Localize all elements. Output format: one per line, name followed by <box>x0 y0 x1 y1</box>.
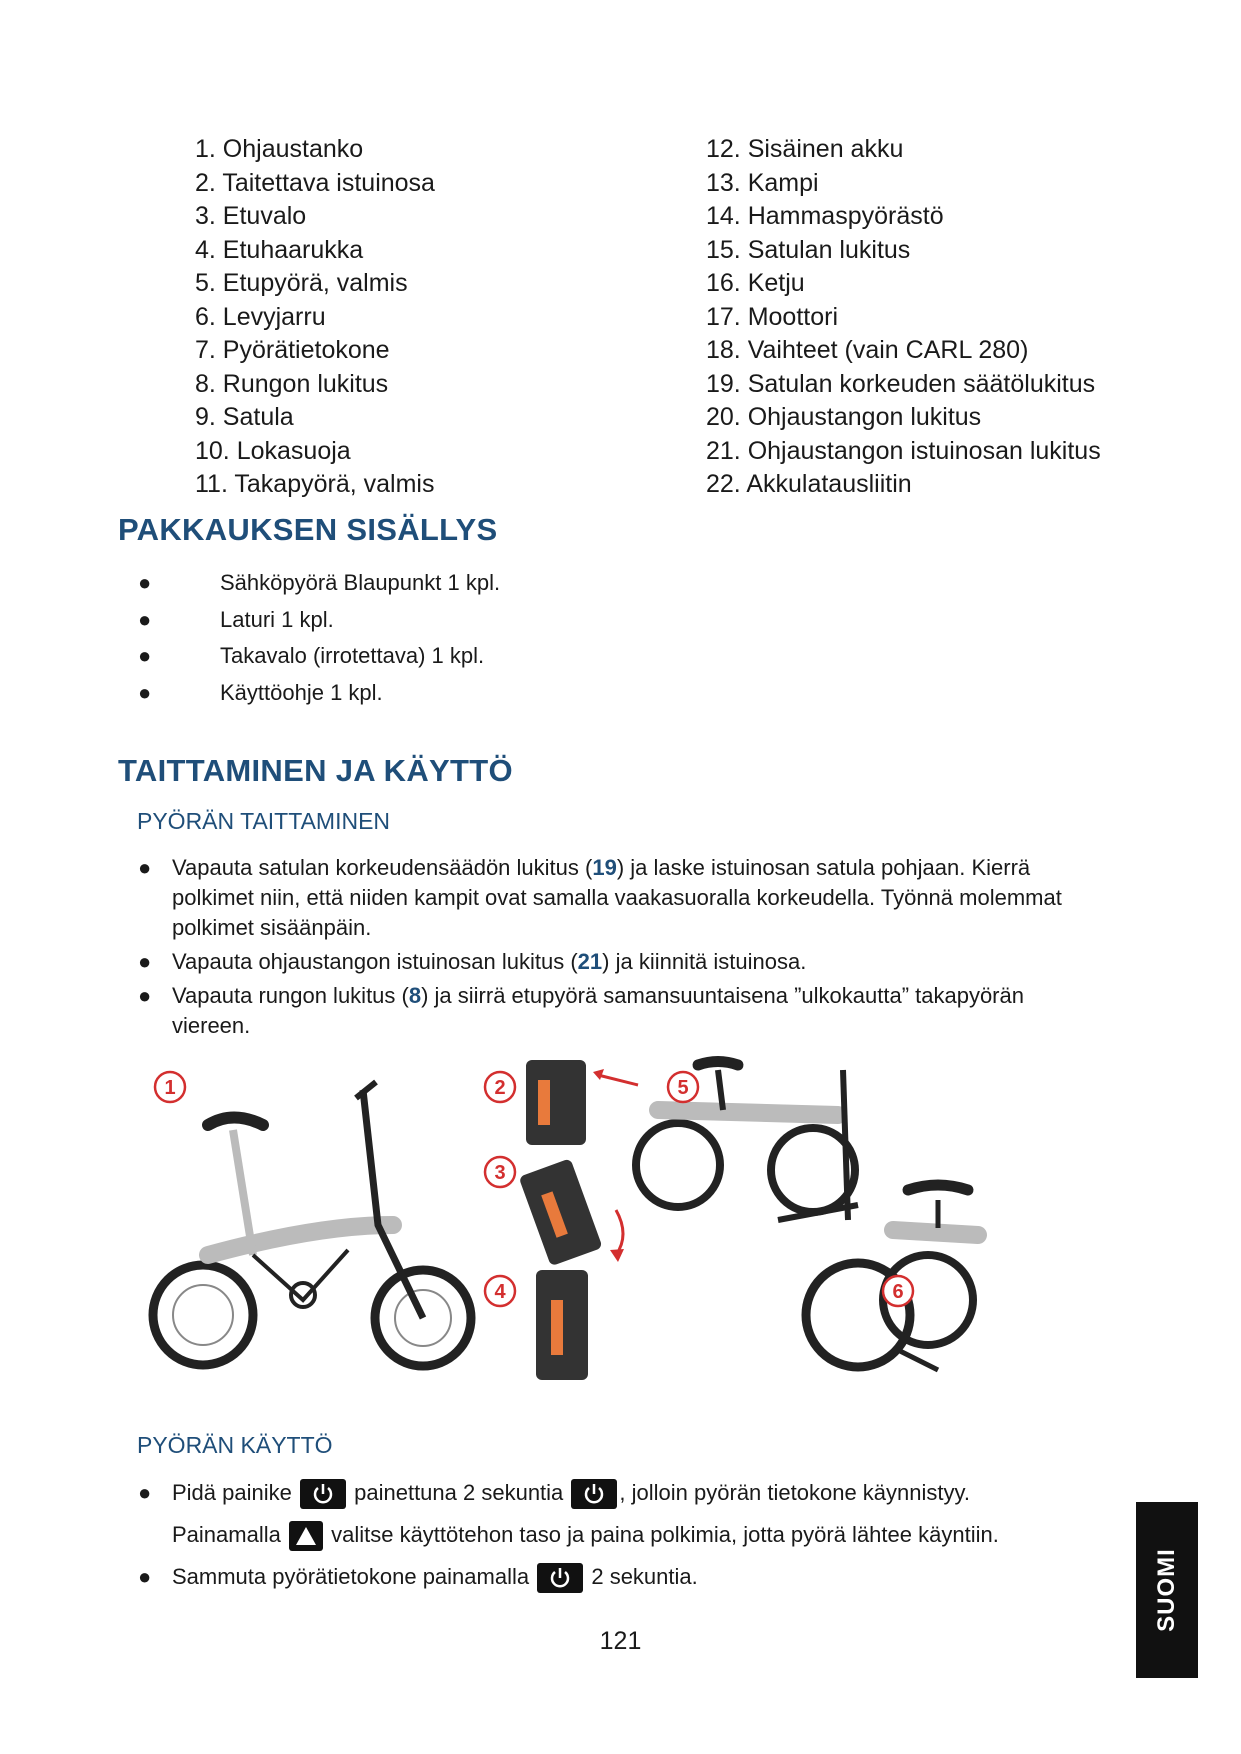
bullet-icon: ● <box>138 1480 152 1505</box>
bullet-icon: ● <box>138 855 152 880</box>
bullet-icon: ● <box>138 983 152 1008</box>
folding-steps-list <box>138 853 1093 1045</box>
part-item: 6. Levyjarru <box>195 302 326 331</box>
part-reference: 8 <box>408 983 422 1008</box>
usage-steps-list <box>138 1472 1093 1598</box>
pedal-step-images <box>519 1060 638 1380</box>
language-tab-label: SUOMI <box>1153 1548 1180 1632</box>
list-item: ● Pidä painike painettuna 2 sekuntia , jolloin pyörän tietokone käynnistyy. Painamalla valitse käyttötehon taso ja paina polkimia, jotta pyörä lähtee käyntiin. <box>138 1472 1093 1556</box>
package-heading: PAKKAUKSEN SISÄLLYS <box>118 512 498 547</box>
part-item: 3. Etuvalo <box>195 202 307 230</box>
part-item: 14. Hammaspyörästö <box>706 202 944 230</box>
part-reference: 21 <box>577 949 603 974</box>
page-number: 121 <box>599 1627 642 1655</box>
power-button-icon <box>571 1479 617 1509</box>
part-item: 21. Ohjaustangon istuinosan lukitus <box>706 436 1101 465</box>
part-item: 19. Satulan korkeuden säätölukitus <box>706 369 1096 398</box>
part-item: 12. Sisäinen akku <box>706 135 904 163</box>
part-item: 7. Pyörätietokone <box>195 336 390 364</box>
bullet-icon: ● <box>138 643 152 668</box>
bullet-icon: ● <box>138 679 152 705</box>
part-item: 8. Rungon lukitus <box>195 369 389 398</box>
up-arrow-button-icon <box>289 1521 323 1551</box>
part-item: 18. Vaihteet (vain CARL 280) <box>706 336 1029 364</box>
folding-steps-figure <box>138 1050 1128 1410</box>
step-number-5: 5 <box>677 1077 689 1099</box>
part-item: 4. Etuhaarukka <box>195 235 364 264</box>
bullet-icon: ● <box>138 570 152 595</box>
folding-subheading: PYÖRÄN TAITTAMINEN <box>137 808 391 834</box>
folding-usage-heading: TAITTAMINEN JA KÄYTTÖ <box>118 753 513 788</box>
part-item: 15. Satulan lukitus <box>706 235 911 264</box>
bullet-icon: ● <box>138 949 152 974</box>
list-item: ● Sammuta pyörätietokone painamalla 2 sekuntia. <box>138 1556 1093 1598</box>
bike-unfolded-image <box>153 1082 471 1366</box>
power-button-icon <box>300 1479 346 1509</box>
part-item: 17. Moottori <box>706 302 839 331</box>
list-item: ● Takavalo (irrotettava) 1 kpl. <box>138 638 500 675</box>
part-item: 10. Lokasuoja <box>195 436 351 465</box>
usage-subheading: PYÖRÄN KÄYTTÖ <box>137 1432 333 1458</box>
parts-list-left <box>195 133 435 502</box>
step-number-1: 1 <box>164 1077 176 1099</box>
part-item: 2. Taitettava istuinosa <box>195 168 435 197</box>
bullet-icon: ● <box>138 1564 152 1589</box>
step-number-2: 2 <box>494 1077 506 1099</box>
part-item: 20. Ohjaustangon lukitus <box>706 403 982 431</box>
folding-illustration <box>138 1050 1128 1410</box>
step-number-4: 4 <box>494 1281 506 1303</box>
list-item: ● Sähköpyörä Blaupunkt 1 kpl. <box>138 565 500 602</box>
package-contents-list <box>138 565 500 711</box>
parts-list-right <box>706 133 1101 502</box>
part-item: 16. Ketju <box>706 269 805 297</box>
part-item: 5. Etupyörä, valmis <box>195 269 408 297</box>
part-item: 22. Akkulatausliitin <box>706 470 912 498</box>
part-reference: 19 <box>592 855 617 880</box>
step-number-6: 6 <box>892 1281 904 1303</box>
part-item: 1. Ohjaustanko <box>195 135 364 163</box>
bullet-icon: ● <box>138 606 152 632</box>
list-item: ● Vapauta satulan korkeudensäädön lukitus (19) ja laske istuinosan satula pohjaan. Kierrä polkimet niin, että niiden kampit ovat samalla vaakasuoralla korkeudella. Työnnä molemmat polkimet sisäänpäin. <box>138 855 1062 940</box>
step-number-3: 3 <box>494 1162 506 1184</box>
list-item: ● Vapauta rungon lukitus (8) ja siirrä etupyörä samansuuntaisena ”ulkokautta” takapyörän viereen. <box>138 983 1024 1038</box>
list-item: ● Laturi 1 kpl. <box>138 602 500 639</box>
part-item: 9. Satula <box>195 403 294 431</box>
part-item: 11. Takapyörä, valmis <box>195 470 435 498</box>
list-item: ● Käyttöohje 1 kpl. <box>138 675 500 712</box>
list-item: ● Vapauta ohjaustangon istuinosan lukitus (21) ja kiinnitä istuinosa. <box>138 947 1093 977</box>
power-button-icon <box>537 1563 583 1593</box>
part-item: 13. Kampi <box>706 168 819 197</box>
language-tab <box>1136 1502 1198 1678</box>
